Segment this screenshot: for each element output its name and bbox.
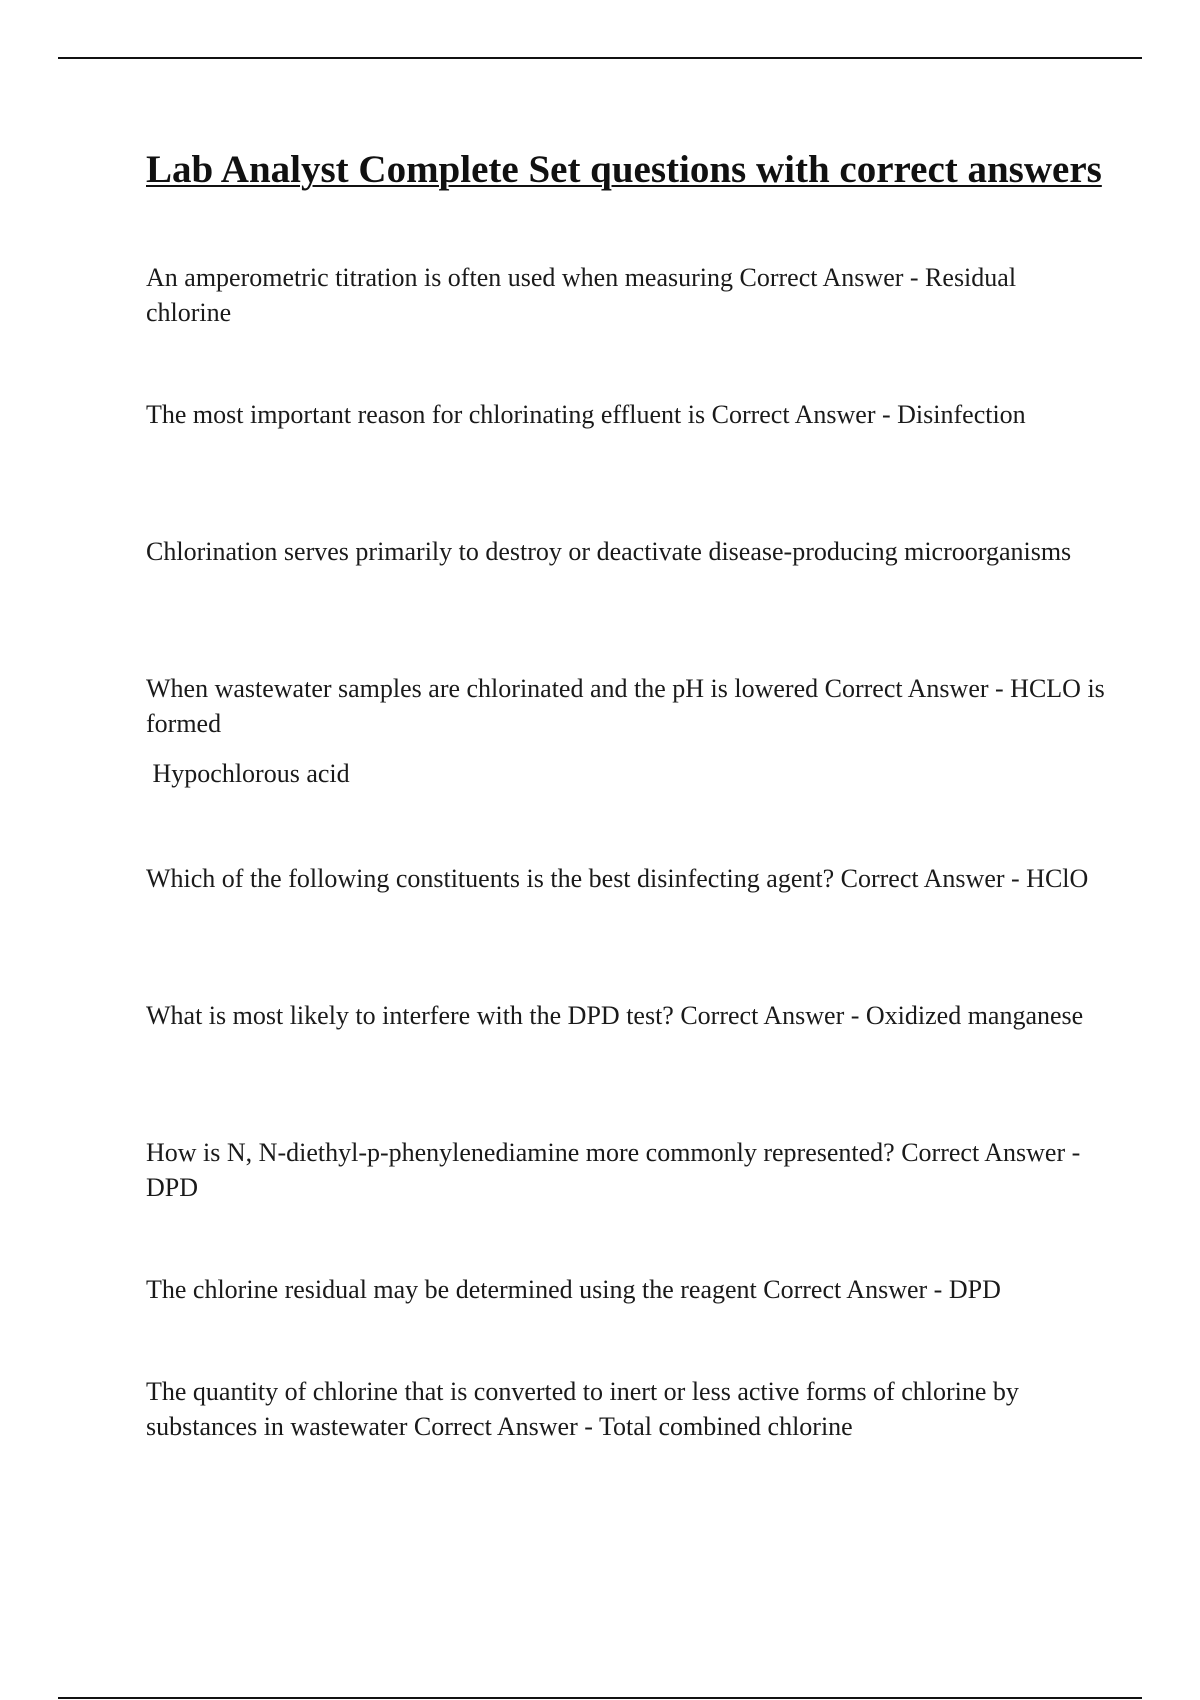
qa-item	[146, 671, 1106, 741]
qa-extra-text: Hypochlorous acid	[146, 759, 350, 788]
qa-item-extra	[146, 756, 350, 791]
qa-item	[146, 861, 1088, 896]
qa-text: What is most likely to interfere with the DPD test? Correct Answer - Oxidized manganese	[146, 1001, 1084, 1030]
qa-item	[146, 397, 1026, 432]
top-rule	[58, 57, 1142, 59]
qa-text: The chlorine residual may be determined using the reagent Correct Answer - DPD	[146, 1275, 1001, 1304]
qa-text: When wastewater samples are chlorinated and the pH is lowered Correct Answer - HCLO is formed	[146, 674, 1105, 738]
qa-text: Chlorination serves primarily to destroy or deactivate disease-producing microorganisms	[146, 537, 1072, 566]
qa-text: An amperometric titration is often used when measuring Correct Answer - Residual chlorine	[146, 263, 1017, 327]
document-title: Lab Analyst Complete Set questions with correct answers	[146, 148, 1102, 191]
qa-text: The most important reason for chlorinating effluent is Correct Answer - Disinfection	[146, 400, 1026, 429]
qa-item	[146, 1374, 1106, 1444]
qa-text: Which of the following constituents is the best disinfecting agent? Correct Answer - HClO	[146, 864, 1089, 893]
bottom-rule	[58, 1697, 1142, 1699]
qa-item	[146, 998, 1083, 1033]
qa-item	[146, 260, 1106, 330]
qa-item	[146, 1135, 1106, 1205]
qa-item	[146, 1272, 1001, 1307]
qa-text: How is N, N-diethyl-p-phenylenediamine more commonly represented? Correct Answer - DPD	[146, 1138, 1081, 1202]
qa-text: The quantity of chlorine that is converted to inert or less active forms of chlorine by substances in wastewater Correct Answer - Total combined chlorine	[146, 1377, 1019, 1441]
qa-item	[146, 534, 1071, 569]
document-body	[146, 145, 1106, 1441]
